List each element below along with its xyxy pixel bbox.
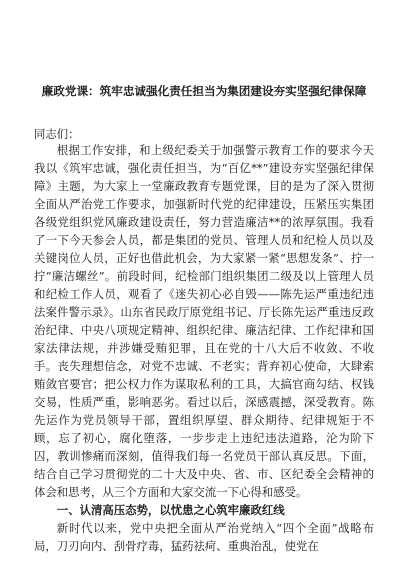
section-heading: 一、认清高压态势，以忧患之心筑牢廉政红线 [56, 503, 285, 517]
body-paragraph: 根据工作安排，和上级纪委关于加强警示教育工作的要求今天我以《筑牢忠诚，强化责任担当，为“百亿**”建设夯实坚强纪律保障》主题，为大家上一堂廉政教育专题党课，目的是为了深入贯彻全面从严治党工作要求，加强新时代党的纪律建设，压紧压实集团各级党组织党风廉政建设责任，努力营造廉洁**的浓厚氛围。我看了一下今天参会人员，都是集团的党员、管理人员和纪检人员以及关键岗位人员，正好也借此机会，为大家紧一紧“思想发条”、拧一拧“廉洁螺丝”。前段时间，纪检部门组织集团二级及以上管理人员和纪检工作人员，观看了《迷失初心必自毁——陈先运严重违纪违法案件警示录》。山东省民政厅原党组书记、厅长陈先运严重违反政治纪律、中央八项规定精神、组织纪律、廉洁纪律、工作纪律和国家法律法规，并涉嫌受贿犯罪，且在党的十八大后不收敛、不收手。丧失理想信念，对党不忠诚、不老实；背弃初心使命，大肆索贿敛官要官；把公权力作为谋取私利的工具，大搞官商勾结、权钱交易，性质严重，影响恶劣。看过以后，深感震撼，深受教育。陈先运作为党员领导干部，置组织厚望、群众期待、纪律规矩于不顾，忘了初心，腐化堕落，一步步走上违纪违法道路，沦为阶下囚，教训惨痛而深刻，值得我们每一名党员干部认真反思。下面，结合自己学习贯彻党的二十大及中央、省、市、区纪委全会精神的体会和思考，从三个方面和大家交流一下心得和感受。 [34, 143, 374, 499]
section-paragraph: 新时代以来，党中央把全面从严治党纳入“四个全面”战略布局，刀刃向内、刮骨疗毒，猛药祛疴、重典治乱，使党在 [34, 521, 374, 553]
document-title: 廉政党课：筑牢忠诚强化责任担当为集团建设夯实坚强纪律保障 [41, 84, 367, 98]
salutation: 同志们： [34, 127, 80, 141]
document-body [34, 141, 374, 555]
